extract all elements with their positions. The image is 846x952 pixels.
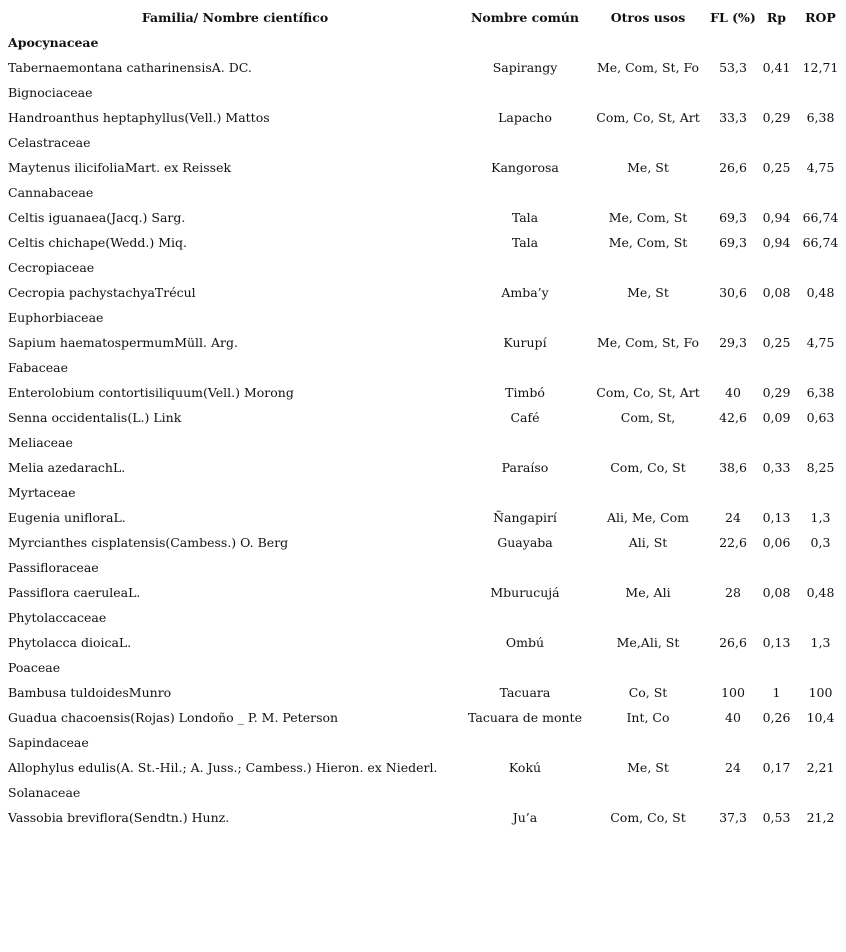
species-row	[0, 630, 846, 655]
fl-value: 24	[725, 510, 741, 525]
rp-value: 0,25	[762, 335, 791, 350]
rop-value: 8,25	[806, 460, 835, 475]
scientific-name: Eugenia unifloraL.	[8, 510, 126, 525]
scientific-name: Sapium haematospermumMüll. Arg.	[8, 335, 238, 350]
rp-value: 0,08	[762, 285, 791, 300]
other-uses: Int, Co	[626, 710, 670, 725]
rop-value: 66,74	[802, 210, 839, 225]
other-uses: Ali, St	[628, 535, 668, 550]
other-uses: Com, St,	[620, 410, 676, 425]
family-name: Meliaceae	[8, 435, 73, 450]
family-row	[0, 780, 846, 805]
common-name: Guayaba	[497, 535, 553, 550]
family-name: Poaceae	[8, 660, 61, 675]
rop-value: 100	[808, 685, 833, 700]
other-uses: Com, Co, St, Art	[596, 385, 700, 400]
family-row	[0, 355, 846, 380]
family-row	[0, 130, 846, 155]
other-uses: Me, St	[627, 285, 669, 300]
family-name: Solanaceae	[8, 785, 81, 800]
fl-value: 29,3	[719, 335, 747, 350]
fl-value: 22,6	[719, 535, 747, 550]
species-row	[0, 580, 846, 605]
species-row	[0, 205, 846, 230]
common-name: Ñangapirí	[493, 510, 557, 525]
species-row	[0, 530, 846, 555]
species-row	[0, 230, 846, 255]
family-name: Fabaceae	[8, 360, 68, 375]
scientific-name: Handroanthus heptaphyllus(Vell.) Mattos	[8, 110, 270, 125]
rop-value: 0,63	[806, 410, 835, 425]
common-name: Kurupí	[503, 335, 547, 350]
rop-value: 10,4	[806, 710, 835, 725]
species-row	[0, 680, 846, 705]
scientific-name: Senna occidentalis(L.) Link	[8, 410, 182, 425]
rop-value: 21,2	[806, 810, 835, 825]
header-fl: FL (%)	[710, 10, 756, 25]
rp-value: 0,33	[762, 460, 791, 475]
common-name: Paraíso	[501, 460, 549, 475]
family-row	[0, 655, 846, 680]
family-row	[0, 480, 846, 505]
family-name: Myrtaceae	[8, 485, 76, 500]
family-name: Phytolaccaceae	[8, 610, 107, 625]
family-name: Celastraceae	[8, 135, 91, 150]
species-row	[0, 55, 846, 80]
fl-value: 69,3	[719, 235, 747, 250]
other-uses: Com, Co, St	[610, 810, 686, 825]
common-name: Ju’a	[512, 810, 538, 825]
other-uses: Me, St	[627, 160, 669, 175]
family-name: Sapindaceae	[8, 735, 89, 750]
other-uses: Com, Co, St	[610, 460, 686, 475]
other-uses: Me, Ali	[625, 585, 671, 600]
species-row	[0, 280, 846, 305]
common-name: Lapacho	[498, 110, 552, 125]
common-name: Tala	[511, 210, 539, 225]
scientific-name: Tabernaemontana catharinensisA. DC.	[8, 60, 252, 75]
family-row	[0, 430, 846, 455]
rp-value: 0,53	[762, 810, 791, 825]
species-row	[0, 155, 846, 180]
rop-value: 4,75	[806, 335, 835, 350]
scientific-name: Cecropia pachystachyaTrécul	[8, 285, 196, 300]
fl-value: 40	[725, 710, 741, 725]
common-name: Mburucujá	[490, 585, 560, 600]
scientific-name: Bambusa tuldoidesMunro	[8, 685, 172, 700]
species-row	[0, 505, 846, 530]
other-uses: Ali, Me, Com	[606, 510, 690, 525]
rp-value: 0,06	[762, 535, 791, 550]
common-name: Kokú	[508, 760, 542, 775]
table-body	[0, 30, 846, 830]
family-row	[0, 305, 846, 330]
rop-value: 6,38	[806, 110, 835, 125]
family-row	[0, 605, 846, 630]
other-uses: Me, Com, St	[608, 210, 688, 225]
family-row	[0, 730, 846, 755]
fl-value: 24	[725, 760, 741, 775]
species-row	[0, 705, 846, 730]
scientific-name: Melia azedarachL.	[8, 460, 126, 475]
fl-value: 30,6	[719, 285, 747, 300]
family-row	[0, 80, 846, 105]
fl-value: 100	[721, 685, 745, 700]
scientific-name: Maytenus ilicifoliaMart. ex Reissek	[8, 160, 232, 175]
fl-value: 69,3	[719, 210, 747, 225]
scientific-name: Passiflora caeruleaL.	[8, 585, 141, 600]
family-name: Cecropiaceae	[8, 260, 95, 275]
rp-value: 0,41	[762, 60, 791, 75]
family-name: Euphorbiaceae	[8, 310, 104, 325]
rop-value: 12,71	[802, 60, 839, 75]
common-name: Amba’y	[501, 285, 549, 300]
common-name: Tala	[511, 235, 539, 250]
rp-value: 0,08	[762, 585, 791, 600]
family-row	[0, 30, 846, 55]
header-otros-usos: Otros usos	[610, 10, 686, 25]
family-row	[0, 180, 846, 205]
family-row	[0, 255, 846, 280]
scientific-name: Enterolobium contortisiliquum(Vell.) Morong	[8, 385, 294, 400]
scientific-name: Allophylus edulis(A. St.-Hil.; A. Juss.; Cambess.) Hieron. ex Niederl.	[8, 760, 438, 775]
species-row	[0, 805, 846, 830]
ethnobotany-table	[0, 5, 846, 830]
rop-value: 0,48	[806, 585, 835, 600]
rop-value: 4,75	[806, 160, 835, 175]
table-header	[0, 5, 846, 30]
common-name: Ombú	[505, 635, 545, 650]
fl-value: 28	[725, 585, 741, 600]
fl-value: 40	[725, 385, 741, 400]
rp-value: 1	[772, 685, 781, 700]
fl-value: 26,6	[719, 160, 747, 175]
fl-value: 33,3	[719, 110, 747, 125]
common-name: Sapirangy	[492, 60, 558, 75]
species-row	[0, 380, 846, 405]
header-rp: Rp	[766, 10, 787, 25]
rop-value: 66,74	[802, 235, 839, 250]
scientific-name: Celtis chichape(Wedd.) Miq.	[8, 235, 188, 250]
other-uses: Co, St	[628, 685, 668, 700]
species-row	[0, 455, 846, 480]
rp-value: 0,09	[762, 410, 791, 425]
rop-value: 1,3	[810, 635, 831, 650]
family-row	[0, 555, 846, 580]
fl-value: 38,6	[719, 460, 747, 475]
fl-value: 26,6	[719, 635, 747, 650]
species-row	[0, 105, 846, 130]
scientific-name: Celtis iguanaea(Jacq.) Sarg.	[8, 210, 186, 225]
other-uses: Me, Com, St, Fo	[596, 335, 700, 350]
species-row	[0, 755, 846, 780]
family-name: Passifloraceae	[8, 560, 99, 575]
rop-value: 0,48	[806, 285, 835, 300]
common-name: Timbó	[505, 385, 545, 400]
header-nombre-comun: Nombre común	[471, 10, 579, 25]
fl-value: 42,6	[719, 410, 747, 425]
species-row	[0, 330, 846, 355]
family-name: Cannabaceae	[8, 185, 94, 200]
scientific-name: Vassobia breviflora(Sendtn.) Hunz.	[8, 810, 230, 825]
header-familia: Familia/ Nombre científico	[141, 10, 329, 25]
other-uses: Com, Co, St, Art	[596, 110, 700, 125]
rop-value: 6,38	[806, 385, 835, 400]
family-name: Bignociaceae	[8, 85, 93, 100]
rp-value: 0,13	[762, 510, 791, 525]
rop-value: 0,3	[810, 535, 831, 550]
family-name: Apocynaceae	[8, 35, 99, 50]
rp-value: 0,26	[762, 710, 791, 725]
rp-value: 0,17	[762, 760, 791, 775]
other-uses: Me, St	[627, 760, 669, 775]
other-uses: Me, Com, St	[608, 235, 688, 250]
scientific-name: Phytolacca dioicaL.	[8, 635, 132, 650]
rp-value: 0,25	[762, 160, 791, 175]
header-rop: ROP	[805, 10, 836, 25]
scientific-name: Guadua chacoensis(Rojas) Londoño _ P. M. Peterson	[8, 710, 339, 725]
common-name: Café	[510, 410, 540, 425]
fl-value: 53,3	[719, 60, 747, 75]
rop-value: 1,3	[810, 510, 831, 525]
common-name: Tacuara de monte	[468, 710, 582, 725]
rp-value: 0,29	[762, 385, 791, 400]
rp-value: 0,94	[762, 235, 791, 250]
rop-value: 2,21	[806, 760, 835, 775]
rp-value: 0,94	[762, 210, 791, 225]
rp-value: 0,13	[762, 635, 791, 650]
scientific-name: Myrcianthes cisplatensis(Cambess.) O. Berg	[8, 535, 289, 550]
other-uses: Me,Ali, St	[616, 635, 680, 650]
common-name: Kangorosa	[491, 160, 559, 175]
rp-value: 0,29	[762, 110, 791, 125]
species-row	[0, 405, 846, 430]
common-name: Tacuara	[499, 685, 551, 700]
fl-value: 37,3	[719, 810, 747, 825]
other-uses: Me, Com, St, Fo	[596, 60, 700, 75]
